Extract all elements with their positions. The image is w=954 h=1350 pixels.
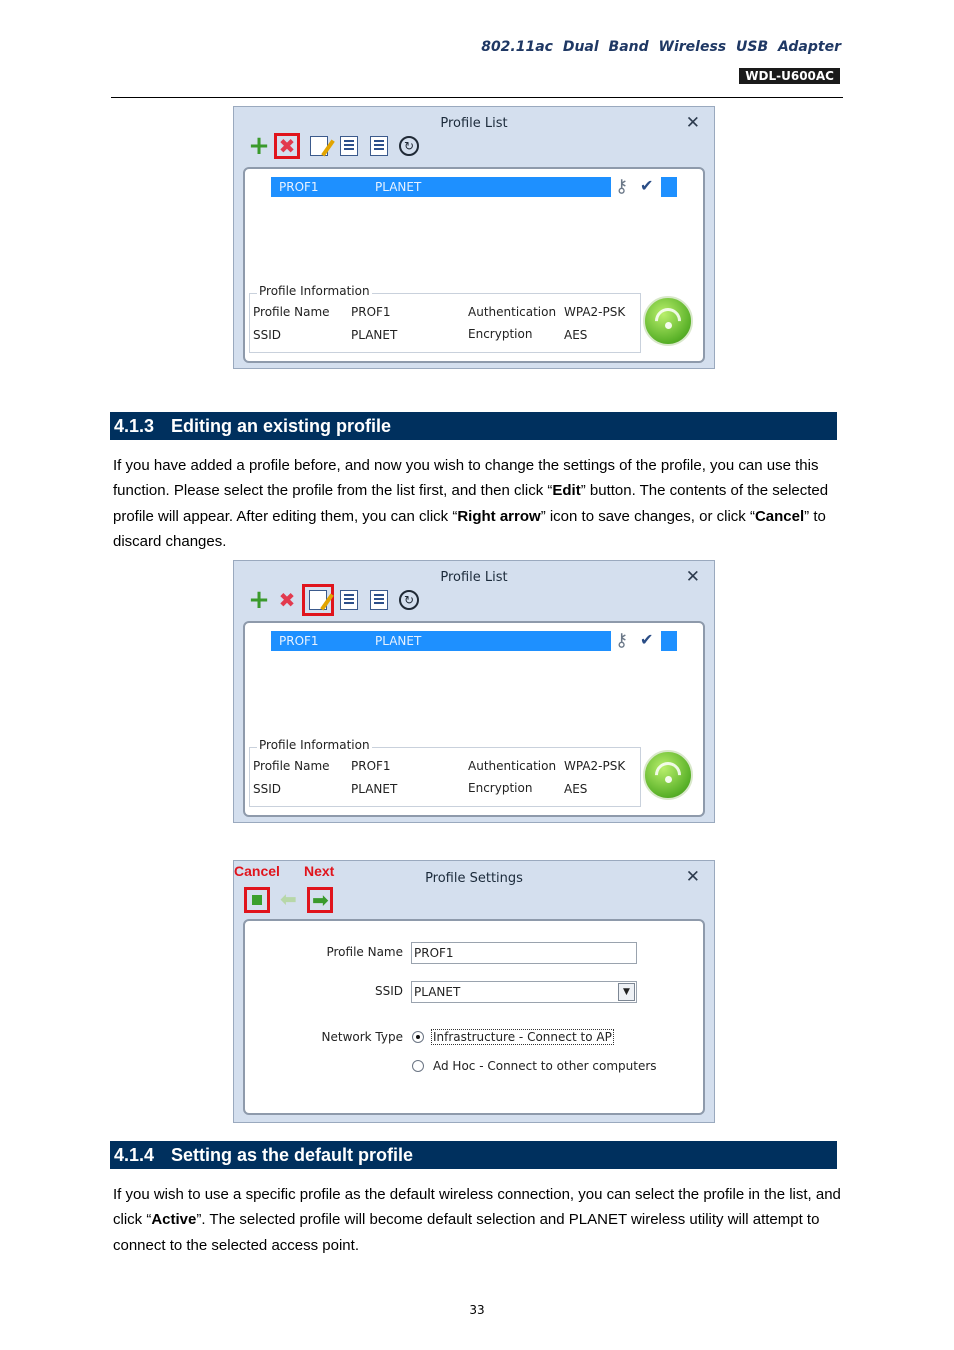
edit-profile-icon[interactable] [306,133,332,159]
infrastructure-option-label[interactable]: Infrastructure - Connect to AP [433,1030,612,1044]
ssid-label: SSID [253,782,282,796]
page-number: 33 [469,1303,485,1317]
duplicate-profile-icon[interactable] [336,587,362,613]
profile-row[interactable] [271,177,611,197]
section-number: 4.1.4 [114,1145,155,1165]
activate-profile-icon[interactable]: ↻ [396,587,422,613]
window-title: Profile List [440,570,508,585]
profile-list-window-edit [233,560,715,823]
text-run: ”. The selected profile will become default selection and PLANET wireless utility will attempt to connect to the selected access point. [113,1211,820,1254]
text-run: ” icon to save changes, or click “ [540,507,755,525]
profile-name-label: Profile Name [253,759,330,773]
next-label: Next [304,863,335,879]
delete-profile-icon[interactable]: ✖ [274,133,300,159]
wifi-connect-icon[interactable] [643,296,693,346]
section-heading-editing [110,412,837,440]
profile-settings-panel [243,919,705,1115]
adhoc-option-label[interactable]: Ad Hoc - Connect to other computers [433,1059,657,1073]
model-badge: WDL-U600AC [739,68,840,84]
text-run: ” to discard changes. [113,507,826,550]
bold-term-right-arrow: Right arrow [457,507,541,525]
profile-cell: PROF1 [279,634,319,648]
duplicate-profile-icon[interactable] [336,133,362,159]
text-run: ” button. The contents of the selected profile will appear. After editing them, you can click “ [113,482,829,525]
signal-icon: ✔ [640,630,654,649]
editing-paragraph [113,453,841,554]
right-arrow-icon: ➡ [312,888,329,912]
document-header-title: 802.11ac Dual Band Wireless USB Adapter [481,39,841,55]
key-icon: ⚷ [615,176,629,197]
chevron-down-icon[interactable]: ▼ [618,983,635,1001]
profile-list-panel [243,621,705,817]
close-icon[interactable]: ✕ [685,567,700,587]
text-run: If you wish to use a specific profile as the default wireless connection, you can select the profile in the list, and click “ [113,1186,841,1229]
authentication-label: Authentication [468,759,557,773]
ssid-label: SSID [253,328,282,342]
add-profile-icon[interactable]: + [248,131,270,161]
profile-info-box [249,293,641,353]
encryption-label: Encryption [468,781,533,795]
close-icon[interactable]: ✕ [685,867,700,887]
bold-term-edit: Edit [552,482,581,500]
ssid-label: SSID [374,984,403,998]
row-scroll-indicator [661,631,677,651]
cancel-label: Cancel [234,863,280,879]
key-icon: ⚷ [615,630,629,651]
adhoc-radio[interactable] [412,1060,424,1072]
bold-term-cancel: Cancel [754,507,805,525]
authentication-value: WPA2-PSK [564,305,626,319]
profile-name-input[interactable]: PROF1 [411,942,637,964]
encryption-value: AES [564,328,588,342]
infrastructure-radio[interactable] [412,1031,424,1043]
back-arrow-icon: ⬅ [280,887,297,911]
add-profile-icon[interactable]: + [248,585,270,615]
profile-name-value: PROF1 [351,759,391,773]
profile-list-window-delete [233,106,715,369]
section-heading-default [110,1141,837,1169]
stop-icon [252,895,262,905]
profile-info-box [249,747,641,807]
header-divider [111,97,843,98]
text-run: If you have added a profile before, and now you wish to change the settings of the profile, you can use this function. Please select the profile from the list first, and then click “ [113,457,819,500]
encryption-label: Encryption [468,327,533,341]
close-icon[interactable]: ✕ [685,113,700,133]
cancel-button[interactable] [244,887,270,913]
window-title: Profile List [440,116,508,131]
window-title: Profile Settings [425,871,523,886]
profile-name-label: Profile Name [326,945,403,959]
profile-cell: PROF1 [279,180,319,194]
authentication-label: Authentication [468,305,557,319]
set-default-profile-icon[interactable] [366,133,392,159]
ssid-value: PLANET [351,328,398,342]
encryption-value: AES [564,782,588,796]
ssid-select-value: PLANET [414,985,461,999]
wifi-connect-icon[interactable] [643,750,693,800]
profile-row[interactable] [271,631,611,651]
profile-name-label: Profile Name [253,305,330,319]
next-button[interactable] [307,887,333,913]
profile-info-legend: Profile Information [259,284,370,298]
section-number: 4.1.3 [114,416,155,436]
default-profile-paragraph [113,1182,841,1258]
activate-profile-icon[interactable]: ↻ [396,133,422,159]
ssid-cell: PLANET [375,634,422,648]
network-type-label: Network Type [321,1030,403,1044]
section-title: Setting as the default profile [171,1145,414,1165]
profile-info-legend: Profile Information [259,738,370,752]
signal-icon: ✔ [640,176,654,195]
ssid-cell: PLANET [375,180,422,194]
bold-term-active: Active [151,1211,197,1229]
ssid-select[interactable] [411,981,637,1003]
profile-settings-window [233,860,715,1123]
row-scroll-indicator [661,177,677,197]
delete-profile-icon[interactable]: ✖ [278,588,296,612]
profile-name-value: PROF1 [351,305,391,319]
edit-profile-icon[interactable] [302,584,334,616]
profile-list-panel [243,167,705,363]
authentication-value: WPA2-PSK [564,759,626,773]
ssid-value: PLANET [351,782,398,796]
section-title: Editing an existing profile [171,416,392,436]
set-default-profile-icon[interactable] [366,587,392,613]
